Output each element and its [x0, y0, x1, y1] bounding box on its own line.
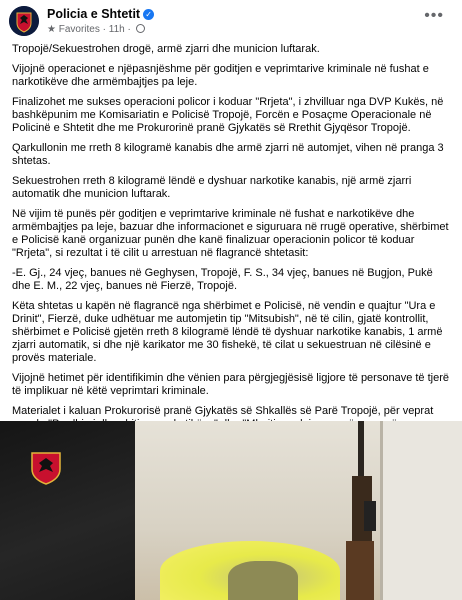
post-paragraph: Vijojnë operacionet e njëpasnjëshme për goditjen e veprimtarive kriminale në fushat e narkotikëve dhe armëmbajtjes pa leje.: [12, 63, 429, 88]
cannabis-package: [228, 561, 298, 600]
post-paragraph: Sekuestrohen rreth 8 kilogramë lëndë e dyshuar narkotike kanabis, një armë zjarri automatik dhe municion luftarak.: [12, 175, 412, 200]
post-video-thumbnail[interactable]: [0, 421, 462, 600]
audience-label: Favorites: [58, 24, 100, 35]
post-paragraph: Qarkullonin me rreth 8 kilogramë kanabis dhe armë zjarri në automjet, vihen në pranga 3 shtetas.: [12, 142, 444, 167]
photo-door: [380, 421, 462, 600]
evidence-photo: [0, 421, 462, 600]
globe-icon: [136, 24, 145, 33]
post-paragraph: -E. Gj., 24 vjeç, banues në Geghysen, Tropojë, F. S., 34 vjeç, banues në Bugjon, Pukë dhe E. M., 22 vjeç, banues në Fierzë, Tropojë.: [12, 267, 433, 292]
post-paragraph: Në vijim të punës për goditjen e veprimtarive kriminale në fushat e narkotikëve dhe armëmbajtjes pa leje, bazuar dhe informacionet e siguruara në rrugë operative, shërbimet e Policisë kanë organizuar punën dhe kanë finalizuar operacionin policor të koduar "Rrjeta", si rezultat i të cilit u arrestuan në flagrancë shtetasit:: [12, 208, 449, 259]
star-icon: ★: [47, 24, 56, 35]
post-paragraph: Vijojnë hetimet për identifikimin dhe vënien para përgjegjësisë ligjore të personave të tjerë të implikuar në këtë veprimtari kriminale.: [12, 372, 449, 397]
officer-jacket: [0, 421, 135, 600]
page-avatar[interactable]: [9, 6, 39, 36]
more-dots-icon[interactable]: •••: [424, 7, 444, 24]
separator-dot: ·: [102, 24, 106, 35]
post-paragraph: Finalizohet me sukses operacioni policor i koduar "Rrjeta", i zhvilluar nga DVP Kukës, në bashkëpunim me Komisariatin e Policisë Tropojë, Forcën e Posaçme Operacionale në Policinë e Shtetit dhe me Prokurorinë pranë Gjykatës së Rrethit Gjyqësor Tropojë.: [12, 96, 444, 134]
post-timestamp[interactable]: 11h: [108, 24, 125, 35]
post-paragraph: Këta shtetas u kapën në flagrancë nga shërbimet e Policisë, në vendin e quajtur "Ura e Drinit", Fierzë, duke udhëtuar me automjetin tip "Mitsubish", në të cilin, gjatë kontrollit, shërbimet e Policisë gjetën rreth 8 kilogramë lëndë të dyshuar narkotike kanabis, 1 armë zjarri automatik, si dhe një karikator me 30 fishekë, të cilat u sekuestruan në cilësinë e provës materiale.: [12, 300, 443, 364]
separator-dot: ·: [127, 24, 131, 35]
post-header: [0, 0, 462, 40]
police-badge-icon: [30, 451, 62, 485]
post-paragraph: Tropojë/Sekuestrohen drogë, armë zjarri dhe municion luftarak.: [12, 43, 320, 55]
page-name-link[interactable]: [47, 7, 154, 21]
verified-badge-icon: ✓: [143, 9, 154, 20]
police-shield-icon: [9, 6, 39, 36]
post-paragraph: Materialet i kaluan Prokurorisë pranë Gjykatës së Shkallës së Parë Tropojë, për veprat: [12, 405, 434, 417]
post-meta: [47, 24, 145, 35]
page-name[interactable]: Policia e Shtetit: [47, 7, 141, 21]
post-text: [12, 43, 452, 451]
